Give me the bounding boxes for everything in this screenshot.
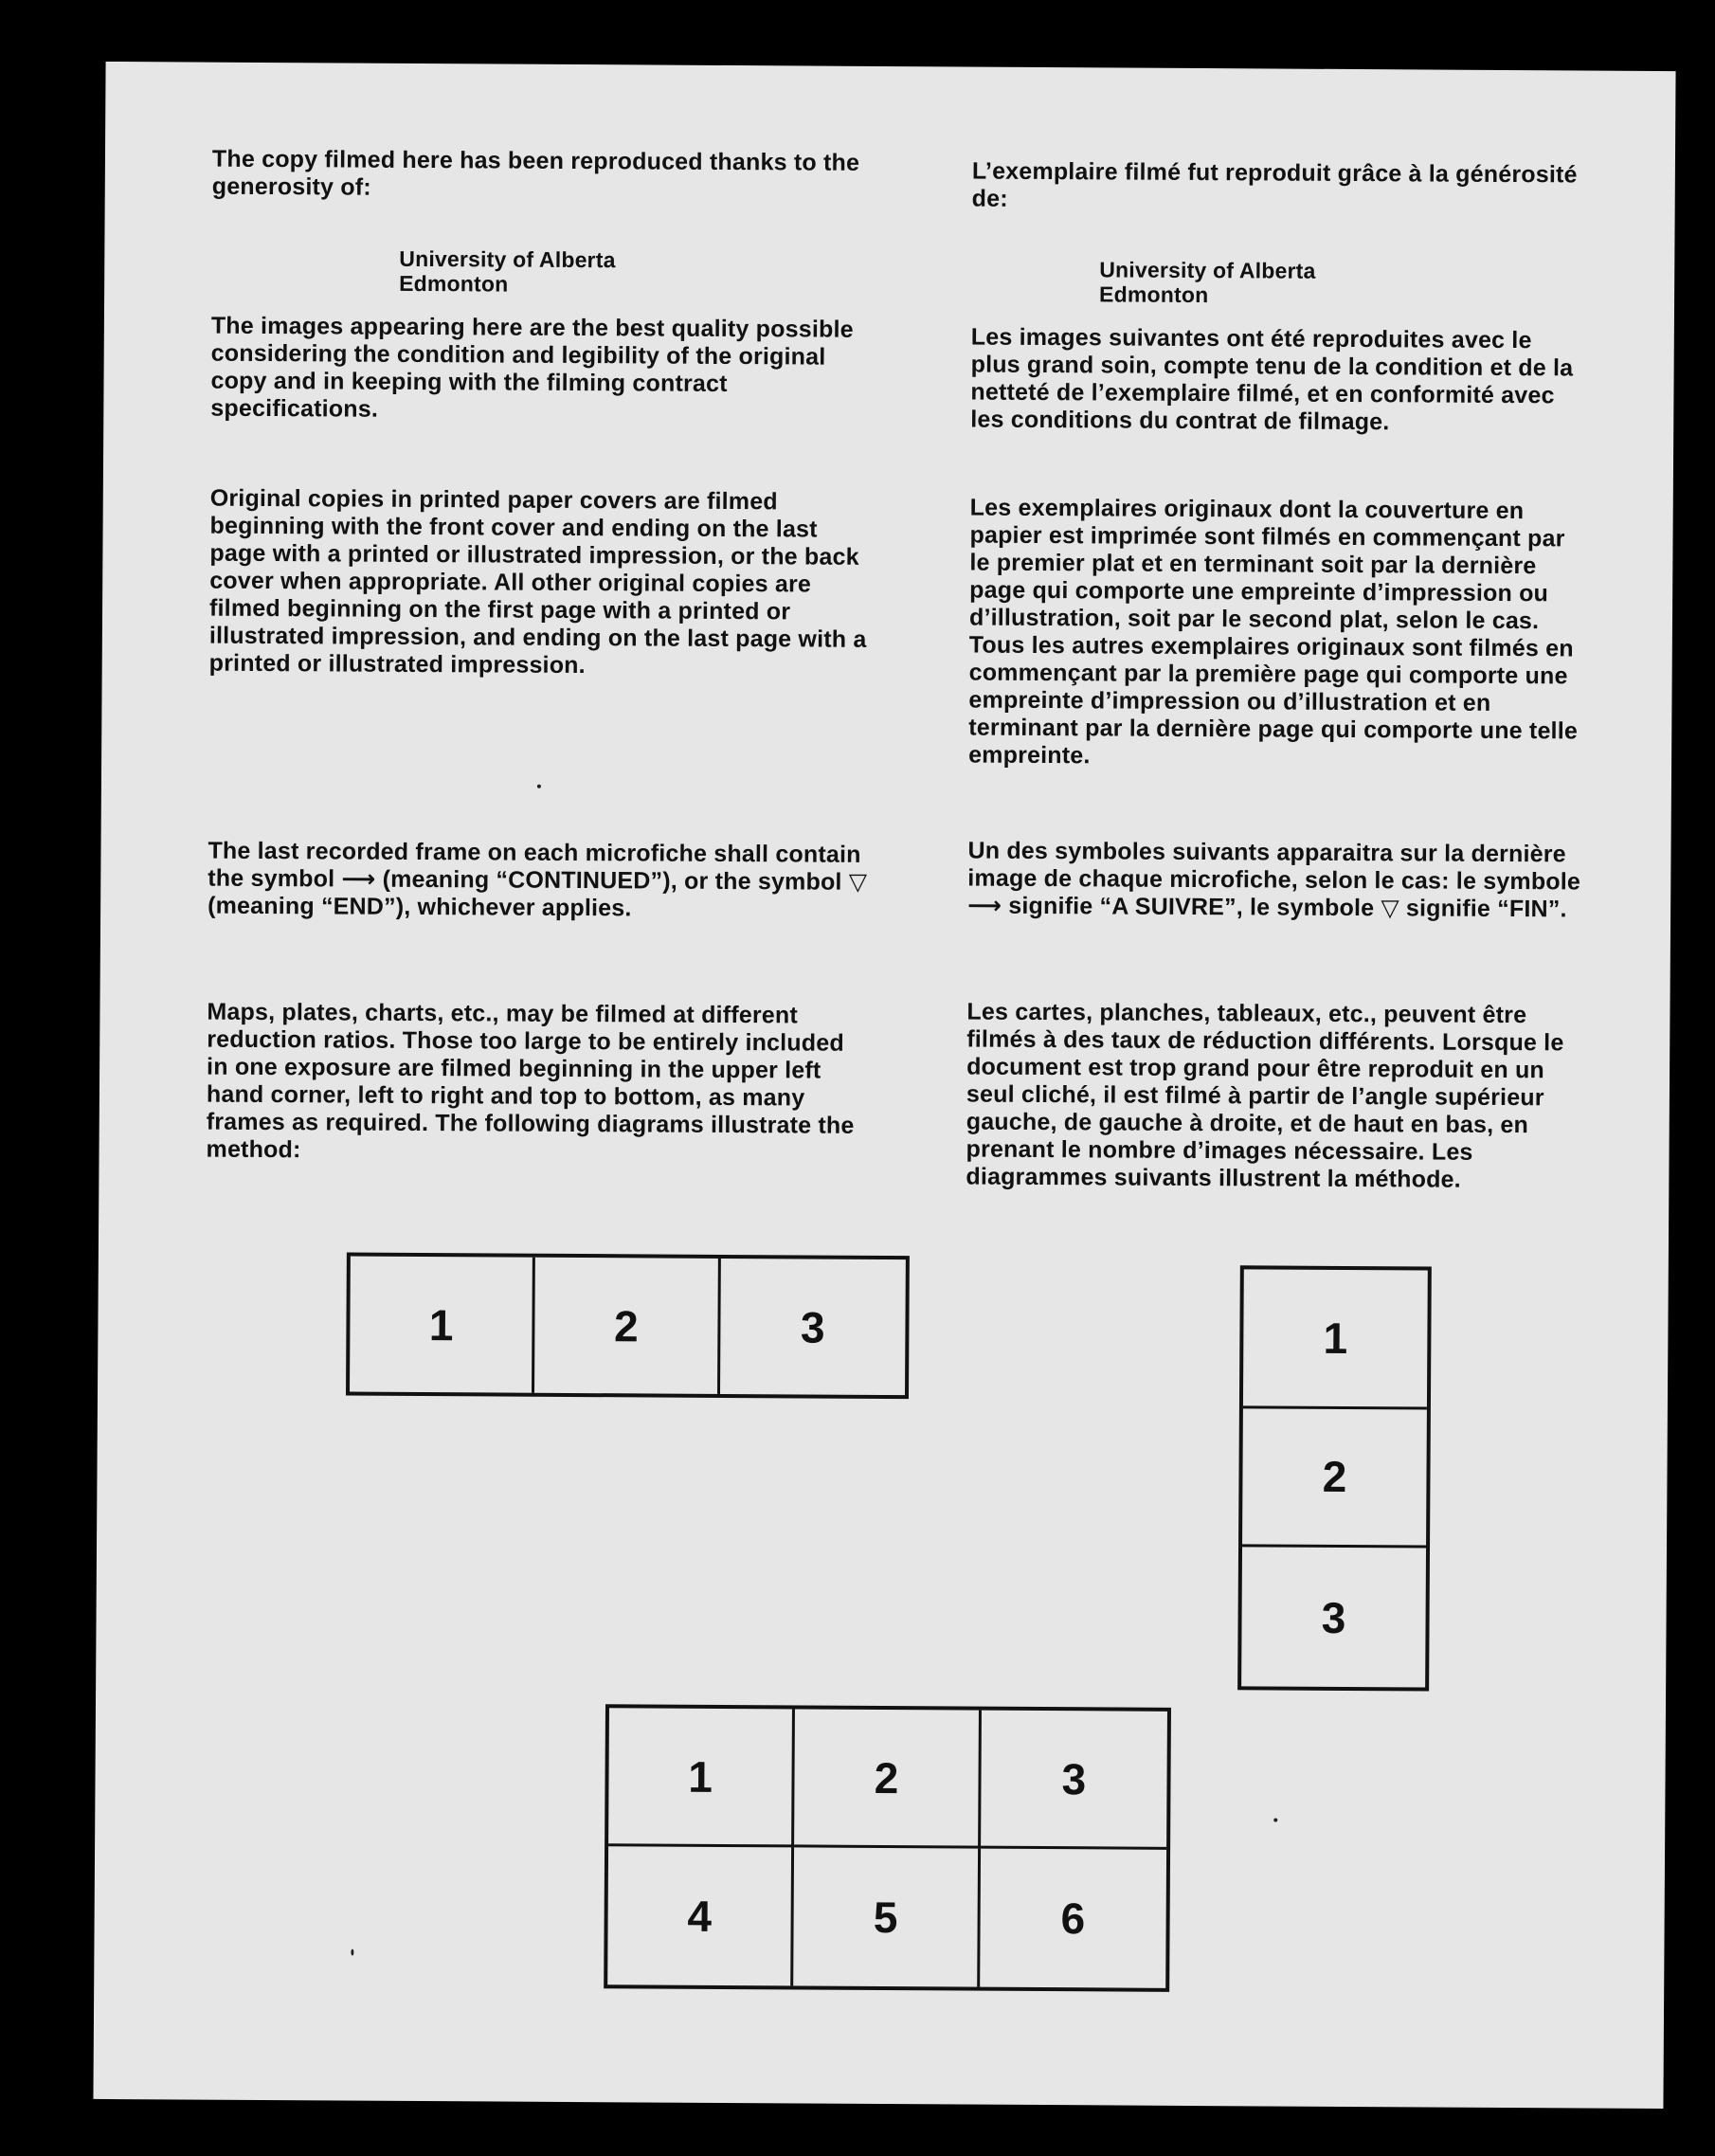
- institution-city: Edmonton: [399, 270, 509, 297]
- frame-cell: 2: [1242, 1408, 1427, 1549]
- symbols-paragraph: The last recorded frame on each microfiche shall contain the symbol ⟶ (meaning “CONTINUED”), or the symbol ▽ (meaning “END”), whichever applies.: [208, 837, 868, 922]
- frame-cell: 4: [607, 1846, 794, 1985]
- frame-cell: 1: [1243, 1269, 1428, 1409]
- frame-cell: 1: [608, 1708, 795, 1847]
- film-speck: [1273, 1819, 1277, 1822]
- french-column: [966, 157, 1588, 1193]
- frame-cell: 3: [981, 1711, 1167, 1850]
- maps-paragraph: Les cartes, planches, tableaux, etc., peuvent être filmés à des taux de réduction différents. Lorsque le document est trop grand pour être reproduit en un seul cliché, il est filmé à partir de l’angle supérieur gauche, de gauche à droite, et de haut en bas, en prenant le nombre d’images nécessaire. Les diagrammes suivants illustrent la méthode.: [966, 998, 1564, 1193]
- diagram-grid: [604, 1704, 1171, 1992]
- quality-paragraph: The images appearing here are the best quality possible considering the condition and legibility of the original copy and in keeping with the filming contract specifications.: [210, 312, 854, 423]
- frame-cell: 3: [1321, 1592, 1346, 1642]
- institution-block: [399, 246, 875, 299]
- frame-cell: 3: [800, 1301, 825, 1352]
- thanks-text: L’exemplaire filmé fut reproduit grâce à la générosité de:: [971, 157, 1578, 212]
- diagram-vertical: [1237, 1265, 1432, 1691]
- maps-paragraph: Maps, plates, charts, etc., may be filmed at different reduction ratios. Those too large to be entirely included in one exposure are filmed beginning in the upper left hand corner, left to right and top to bottom, as many frames as required. The following diagrams illustrate the method:: [206, 998, 855, 1164]
- film-speck: [537, 785, 541, 788]
- institution-name: University of Alberta: [1099, 257, 1316, 283]
- frame-cell: 5: [794, 1847, 981, 1986]
- institution-block: [1099, 257, 1587, 309]
- diagram-horizontal: [346, 1253, 910, 1400]
- document-page: [93, 62, 1675, 2109]
- institution-city: Edmonton: [1099, 281, 1209, 308]
- quality-paragraph: Les images suivantes ont été reproduites avec le plus grand soin, compte tenu de la condition et de la netteté de l’exemplaire filmé, et en conformité avec les conditions du contrat de filmage.: [970, 323, 1574, 436]
- symbols-paragraph: Un des symboles suivants apparaitra sur la dernière image de chaque microfiche, selon le cas: le symbole ⟶ signifie “A SUIVRE”, le symbole ▽ signifie “FIN”.: [967, 837, 1581, 923]
- thanks-text: The copy filmed here has been reproduced thanks to the generosity of:: [211, 145, 860, 201]
- covers-paragraph: Les exemplaires originaux dont la couverture en papier est imprimée sont filmés en commençant par le premier plat et en terminant soit par la dernière page qui comporte une empreinte d’impression ou d’illustration, soit par le second plat, selon le cas. Tous les autres exemplaires originaux sont filmés en commençant par la première page qui comporte une empreinte d’impression ou d’illustration et en terminant par la dernière page qui comporte une telle empreinte.: [968, 494, 1579, 770]
- covers-paragraph: Original copies in printed paper covers are filmed beginning with the front cover and ending on the last page with a printed or illustrated impression, or the back cover when appropriate. All other original copies are filmed beginning on the first page with a printed or illustrated impression, and ending on the last page with a printed or illustrated impression.: [208, 484, 867, 679]
- frame-cell: 2: [794, 1709, 981, 1848]
- institution-name: University of Alberta: [399, 245, 616, 273]
- frame-cell: 6: [1060, 1893, 1086, 1944]
- frame-cell: 1: [350, 1257, 535, 1393]
- frame-cell: 2: [534, 1258, 720, 1394]
- english-column: [206, 145, 876, 1164]
- film-speck: [351, 1949, 353, 1956]
